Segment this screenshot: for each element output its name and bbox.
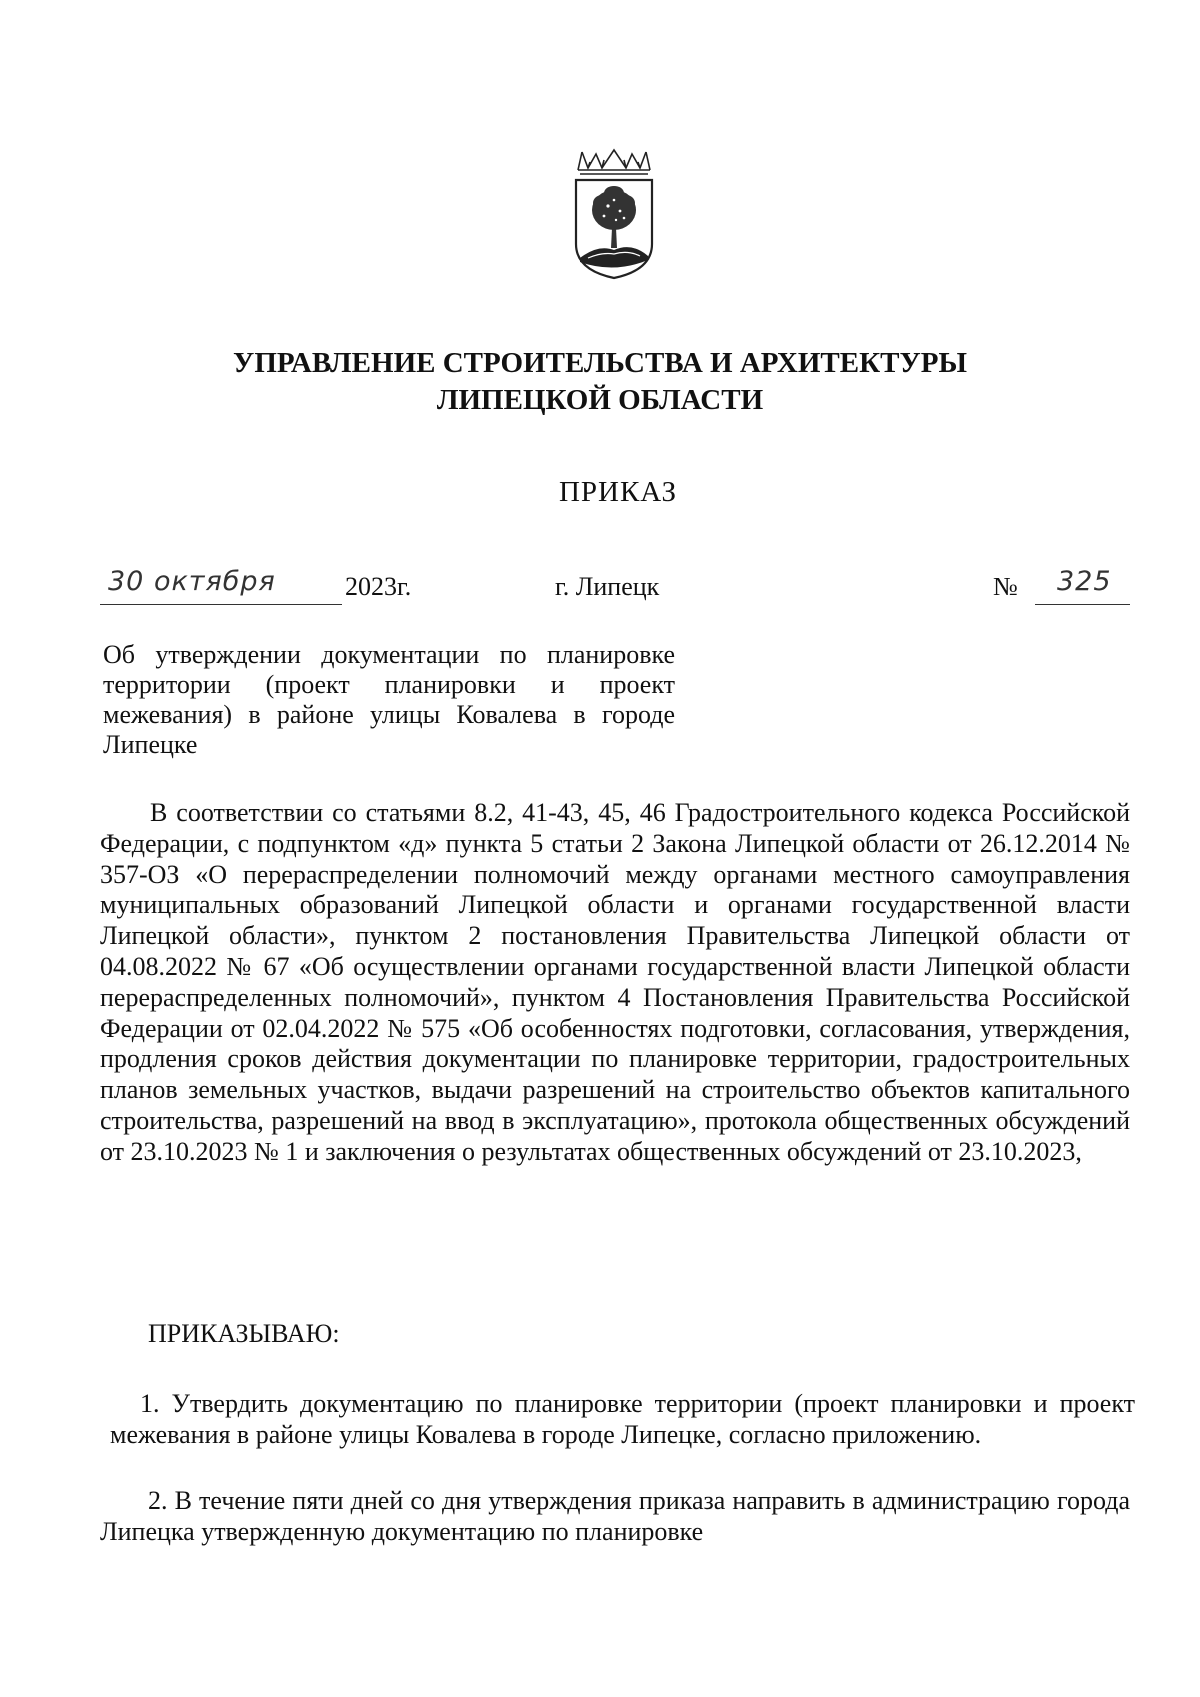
date-number-line <box>100 566 1130 610</box>
document-type: ПРИКАЗ <box>558 476 678 508</box>
number-label: № <box>993 572 1018 601</box>
preamble-paragraph: В соответствии со статьями 8.2, 41-43, 45, 46 Градостроительного кодекса Российской Федерации, с подпунктом «д» пункта 5 статьи 2 Закона Липецкой области от 26.12.2014 № 357-ОЗ «О перераспределении полномочий между органами местного самоуправления муниципальных образований Липецкой области и органами государственной власти Липецкой области», пунктом 2 постановления Правительства Липецкой области от 04.08.2022 № 67 «Об осуществлении органами государственной власти Липецкой области перераспределенных полномочий», пунктом 4 Постановления Правительства Российской Федерации от 02.04.2022 № 575 «Об особенностях подготовки, согласования, утверждения, продления сроков действия документации по планировке территории, градостроительных планов земельных участков, выдачи разрешений на строительство объектов капитального строительства, разрешений на ввод в эксплуатацию», протокола общественных обсуждений от 23.10.2023 № 1 и заключения о результатах общественных обсуждений от 23.10.2023, <box>100 798 1130 1166</box>
handwritten-date: 30 октября <box>108 566 276 597</box>
city-name: г. Липецк <box>555 572 660 601</box>
order-item-1: 1. Утвердить документацию по планировке территории (проект планировки и проект межевания в районе улицы Ковалева в городе Липецке, согласно приложению. <box>110 1389 1135 1449</box>
org-title-line-2: ЛИПЕЦКОЙ ОБЛАСТИ <box>436 384 764 416</box>
number-field <box>1035 566 1130 605</box>
org-title-line-1: УПРАВЛЕНИЕ СТРОИТЕЛЬСТВА И АРХИТЕКТУРЫ <box>233 347 967 379</box>
organization-title <box>150 345 1050 419</box>
order-item-2: 2. В течение пяти дней со дня утверждения приказа направить в администрацию города Липецка утвержденную документацию по планировке <box>100 1486 1130 1546</box>
date-year: 2023г. <box>345 572 412 601</box>
coat-of-arms-emblem <box>568 148 660 280</box>
order-heading: ПРИКАЗЫВАЮ: <box>148 1319 340 1348</box>
date-field <box>100 566 342 605</box>
handwritten-number: 325 <box>1057 566 1112 597</box>
document-subject: Об утверждении документации по планировке территории (проект планировки и проект межевания) в районе улицы Ковалева в городе Липецке <box>103 640 675 759</box>
